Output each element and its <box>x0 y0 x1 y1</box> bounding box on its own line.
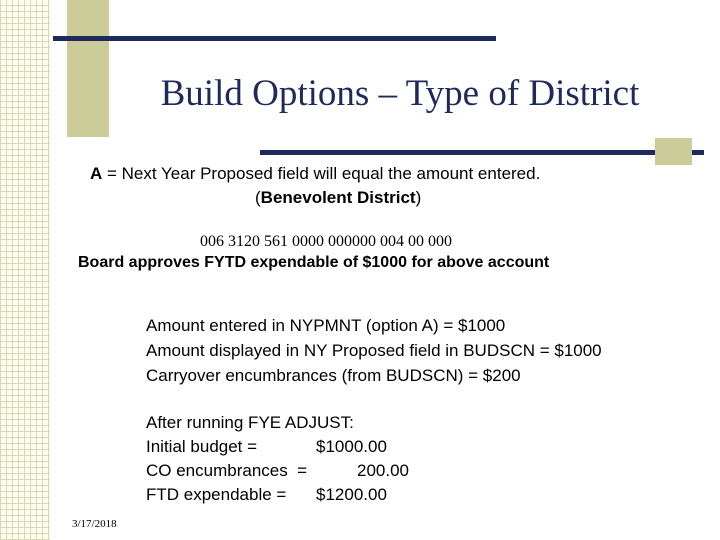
district-open-paren: ( <box>255 188 261 207</box>
after-adjust-heading: After running FYE ADJUST: <box>146 413 354 432</box>
option-line <box>90 164 540 184</box>
amount-line-2: Amount displayed in NY Proposed field in BUDSCN = $1000 <box>146 341 602 360</box>
initial-budget-label: Initial budget = <box>146 437 258 456</box>
checkered-strip <box>0 0 50 540</box>
district-name: Benevolent District <box>260 188 416 207</box>
decorative-block-top <box>67 0 109 137</box>
account-code: 006 3120 561 0000 000000 004 00 000 <box>200 233 452 250</box>
initial-budget-value: $1000.00 <box>316 437 387 456</box>
ftd-expendable-label: FTD expendable = <box>146 485 287 504</box>
slide-title: Build Options – Type of District <box>160 73 640 114</box>
decorative-block-right <box>655 138 692 165</box>
co-encumbrances-value: 200.00 <box>357 461 409 480</box>
amount-line-1: Amount entered in NYPMNT (option A) = $1000 <box>146 316 506 335</box>
district-close-paren: ) <box>415 188 422 207</box>
slide-date: 3/17/2018 <box>72 518 117 530</box>
amount-line-3: Carryover encumbrances (from BUDSCN) = $200 <box>146 366 521 385</box>
board-note: Board approves FYTD expendable of $1000 for above account <box>78 254 550 271</box>
ftd-expendable-value: $1200.00 <box>316 485 387 504</box>
decorative-bar-middle <box>260 150 704 155</box>
district-line <box>255 188 421 208</box>
option-letter: A <box>90 164 103 183</box>
option-text: = Next Year Proposed field will equal the amount entered. <box>102 164 541 183</box>
decorative-bar-top <box>53 36 496 41</box>
co-encumbrances-label: CO encumbrances = <box>146 461 308 480</box>
